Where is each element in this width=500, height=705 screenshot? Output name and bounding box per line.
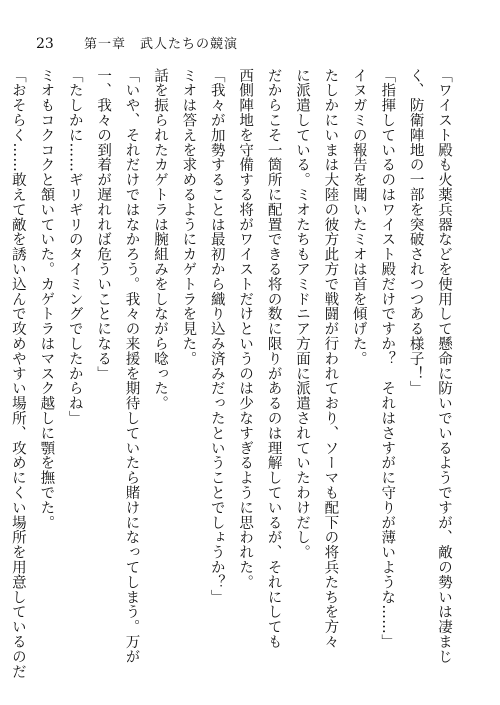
text-line: 「たしかに……ギリギリのタイミングでしたからね」 (66, 68, 83, 426)
text-line: 「おそらく……敢えて敵を誘い込んで攻めやすい場所、攻めにくい場所を用意しているのだ (9, 68, 26, 679)
page-number: 23 (36, 36, 54, 52)
text-line: だからこそ一箇所に配置できる将の数に限りがあるのは理解しているが、それにしても (265, 68, 282, 650)
page-header (0, 0, 500, 56)
text-line: ミオは答えを求めるようにカゲトラを見た。 (180, 68, 197, 366)
text-line: たしかにいまは大陸の彼方此方で戦闘が行われており、ソーマも配下の将兵たちを方々 (322, 68, 339, 650)
text-line: 「指揮しているのはワイスト殿だけですか？ それはさすがに守りが薄いような……」 (379, 68, 396, 650)
running-head: 第一章 武人たちの競演 (84, 37, 239, 52)
text-line: 話を振られたカゲトラは腕組みをしながら唸った。 (151, 68, 168, 411)
text-line: に派遣している。ミオたちもアミドニア方面に派遣されていたわけだし。 (293, 68, 310, 560)
text-line: ミオもコクコクと頷いていた。カゲトラはマスク越しに顎を撫でた。 (38, 68, 55, 530)
text-line: 一、我々の到着が遅れれば危ういことになる」 (95, 68, 112, 381)
text-line: 「ワイスト殿も火薬兵器などを使用して懸命に防いでいるようですが、敵の勢いは凄まじ (436, 68, 452, 664)
text-line: 西側陣地を守備する将がワイストだけというのは少なすぎるように思われた。 (237, 68, 254, 590)
text-line: 「我々が加勢することは最初から織り込み済みだったということでしょうか？」 (208, 68, 225, 605)
body-text (9, 68, 458, 690)
text-line: く、防衛陣地の一部を突破されつつある様子！」 (407, 68, 424, 396)
text-line: 「いや、それだけではなかろう。我々の来援を期待していたら賭けになってしまう。万が (123, 68, 140, 664)
text-line: イヌガミの報告を聞いたミオは首を傾げた。 (350, 68, 367, 366)
